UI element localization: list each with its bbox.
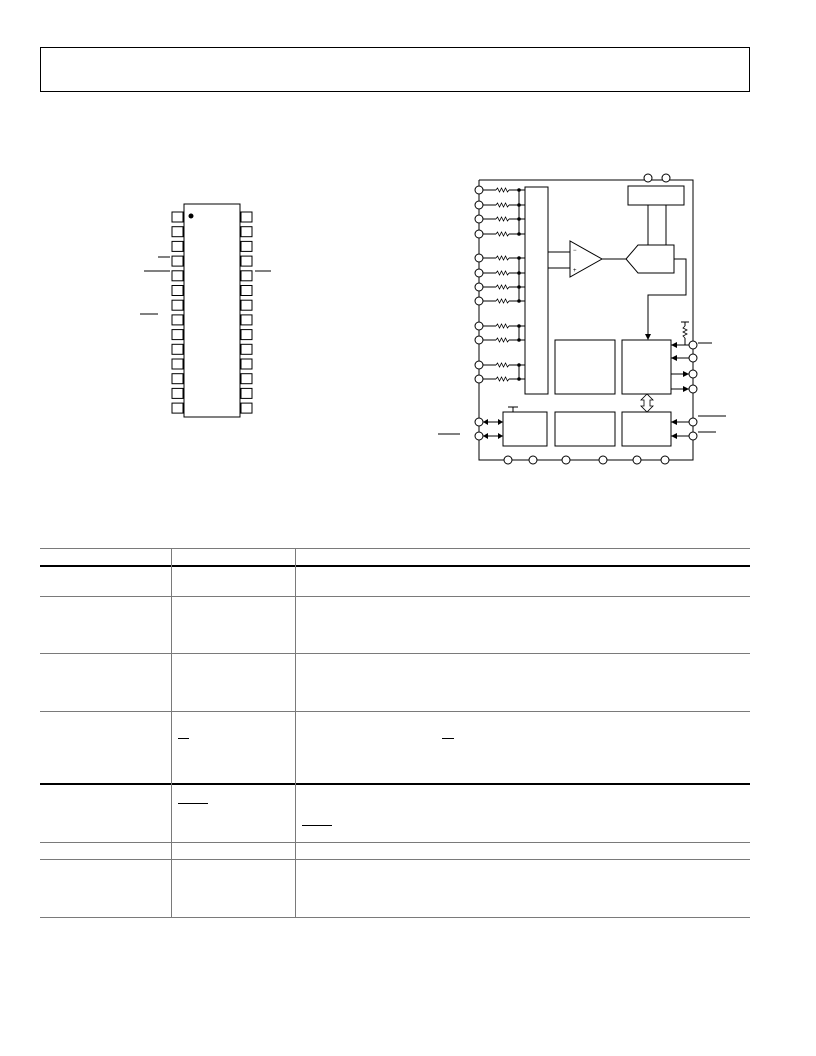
bidirectional-arrow-icon	[641, 394, 653, 412]
analog-input-pin	[475, 322, 483, 330]
right-control-pin	[689, 385, 697, 393]
junction-dot	[517, 377, 521, 381]
page-header-box	[40, 47, 750, 92]
analog-input-pin	[475, 375, 483, 383]
bottom-supply-pin	[599, 456, 607, 464]
right-package-pin	[241, 227, 252, 237]
table-row-rule	[40, 653, 750, 654]
functional-block-diagram	[430, 168, 730, 468]
junction-dot	[517, 217, 521, 221]
mnemonic-overbar	[178, 738, 189, 739]
bottom-supply-pin	[661, 456, 669, 464]
junction-dot	[517, 256, 521, 260]
table-row-rule	[40, 711, 750, 712]
bottom-supply-pin	[633, 456, 641, 464]
analog-input-pin	[475, 361, 483, 369]
right-control-pin	[689, 341, 697, 349]
right-package-pin	[241, 344, 252, 354]
multiplexer-block	[525, 187, 548, 394]
pin-configuration-figure	[140, 195, 290, 425]
input-resistor	[496, 271, 509, 275]
left-package-pin	[172, 241, 183, 251]
left-package-pin	[172, 330, 183, 340]
input-resistor	[496, 188, 509, 192]
input-resistor	[496, 338, 509, 342]
left-package-pin	[172, 271, 183, 281]
right-package-pin	[241, 315, 252, 325]
bottom-supply-pin	[529, 456, 537, 464]
left-package-pin	[172, 315, 183, 325]
mnemonic-overbar	[178, 803, 208, 804]
junction-dot	[517, 338, 521, 342]
right-package-pin	[241, 256, 252, 266]
right-package-pin	[241, 286, 252, 296]
input-resistor	[496, 217, 509, 221]
analog-input-pin	[475, 254, 483, 262]
right-control-pin	[689, 354, 697, 362]
pin1-indicator-dot	[189, 214, 194, 219]
junction-dot	[517, 203, 521, 207]
analog-input-pin	[475, 336, 483, 344]
top-pin	[644, 174, 652, 182]
analog-input-pin	[475, 283, 483, 291]
logic-block	[555, 340, 615, 394]
interface-block-right	[622, 412, 671, 446]
pin-function-table	[40, 548, 750, 918]
left-digital-pin	[475, 432, 483, 440]
control-block	[622, 340, 671, 394]
right-package-pin	[241, 212, 252, 222]
right-package-pin	[241, 330, 252, 340]
junction-dot	[517, 299, 521, 303]
left-package-pin	[172, 359, 183, 369]
right-package-pin	[241, 403, 252, 413]
left-package-pin	[172, 344, 183, 354]
right-package-pin	[241, 300, 252, 310]
left-package-pin	[172, 227, 183, 237]
right-control-pin	[689, 370, 697, 378]
left-package-pin	[172, 286, 183, 296]
analog-input-pin	[475, 215, 483, 223]
analog-input-pin	[475, 230, 483, 238]
analog-input-pin	[475, 201, 483, 209]
analog-input-pin	[475, 269, 483, 277]
left-package-pin	[172, 388, 183, 398]
junction-dot	[517, 285, 521, 289]
description-overbar	[442, 738, 454, 739]
right-package-pin	[241, 388, 252, 398]
interface-block-mid	[555, 412, 615, 446]
table-row-rule	[40, 596, 750, 597]
ic-package-body	[184, 204, 240, 417]
left-package-pin	[172, 374, 183, 384]
left-package-pin	[172, 212, 183, 222]
reference-block	[628, 186, 684, 205]
table-row-rule	[40, 859, 750, 860]
analog-input-pin	[475, 297, 483, 305]
interface-block-left	[503, 412, 547, 446]
junction-dot	[517, 363, 521, 367]
junction-dot	[517, 232, 521, 236]
table-row-rule	[40, 783, 750, 785]
input-resistor	[496, 203, 509, 207]
junction-dot	[517, 271, 521, 275]
right-package-pin	[241, 359, 252, 369]
right-interface-pin	[689, 418, 697, 426]
left-package-pin	[172, 300, 183, 310]
table-column-divider	[171, 548, 172, 918]
input-resistor	[496, 232, 509, 236]
junction-dot	[517, 324, 521, 328]
svg-text:+: +	[573, 268, 577, 274]
table-bottom-rule	[40, 917, 750, 918]
input-resistor	[496, 377, 509, 381]
table-top-rule	[40, 548, 750, 549]
junction-dot	[517, 188, 521, 192]
right-package-pin	[241, 241, 252, 251]
right-package-pin	[241, 271, 252, 281]
left-package-pin	[172, 256, 183, 266]
bottom-supply-pin	[504, 456, 512, 464]
right-interface-pin	[689, 432, 697, 440]
input-resistor	[496, 256, 509, 260]
left-package-pin	[172, 403, 183, 413]
description-overbar	[302, 825, 332, 826]
input-resistor	[496, 324, 509, 328]
top-pin	[662, 174, 670, 182]
table-column-divider	[295, 548, 296, 918]
left-digital-pin	[475, 418, 483, 426]
right-package-pin	[241, 374, 252, 384]
analog-input-pin	[475, 186, 483, 194]
table-header-rule	[40, 565, 750, 567]
bottom-supply-pin	[562, 456, 570, 464]
input-resistor	[496, 363, 509, 367]
input-resistor	[496, 285, 509, 289]
svg-text:−: −	[573, 248, 577, 254]
table-row-rule	[40, 842, 750, 843]
input-resistor	[496, 299, 509, 303]
adc-block	[626, 245, 674, 273]
